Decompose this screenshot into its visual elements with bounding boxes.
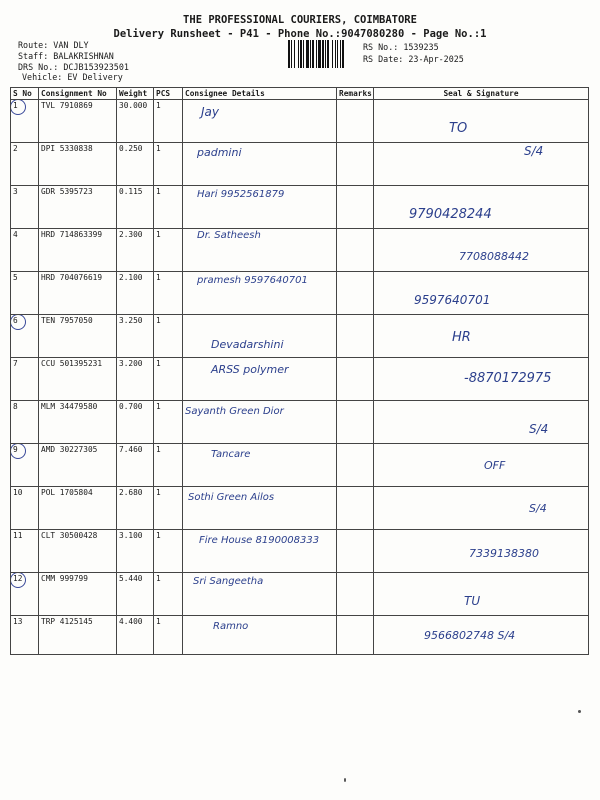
cell-pcs-value: 1 xyxy=(156,316,161,325)
cell-consignment xyxy=(39,487,117,530)
col-signature: Seal & Signature xyxy=(374,88,589,100)
cell-consignee xyxy=(183,229,337,272)
cell-consignment-value: DPI 5330838 xyxy=(41,144,93,153)
cell-pcs-value: 1 xyxy=(156,617,161,626)
cell-consignee xyxy=(183,100,337,143)
cell-sno xyxy=(11,573,39,616)
cell-consignment-value: CLT 30500428 xyxy=(41,531,98,540)
cell-sno-value: 6 xyxy=(13,316,18,325)
cell-sno-value: 13 xyxy=(13,617,23,626)
cell-consignment-value: HRD 714863399 xyxy=(41,230,103,239)
handwritten-consignee: ARSS polymer xyxy=(211,363,289,376)
cell-weight xyxy=(117,186,154,229)
cell-pcs xyxy=(154,573,183,616)
cell-consignment-value: MLM 34479580 xyxy=(41,402,98,411)
cell-pcs xyxy=(154,444,183,487)
handwritten-signature: OFF xyxy=(484,459,506,472)
cell-pcs xyxy=(154,143,183,186)
cell-weight-value: 0.700 xyxy=(119,402,143,411)
handwritten-consignee: Jay xyxy=(201,105,219,119)
cell-consignment-value: CCU 501395231 xyxy=(41,359,103,368)
handwritten-signature: 7339138380 xyxy=(469,547,539,560)
cell-pcs-value: 1 xyxy=(156,187,161,196)
cell-sno xyxy=(11,616,39,655)
cell-remarks xyxy=(337,616,374,655)
handwritten-consignee: Tancare xyxy=(211,449,251,460)
cell-remarks xyxy=(337,229,374,272)
table-row xyxy=(11,444,589,487)
cell-pcs xyxy=(154,315,183,358)
cell-consignment xyxy=(39,229,117,272)
cell-weight xyxy=(117,315,154,358)
cell-consignee xyxy=(183,401,337,444)
table-row xyxy=(11,100,589,143)
cell-weight-value: 4.400 xyxy=(119,617,143,626)
cell-signature xyxy=(374,487,589,530)
cell-sno-value: 10 xyxy=(13,488,23,497)
cell-weight-value: 3.250 xyxy=(119,316,143,325)
cell-weight xyxy=(117,272,154,315)
cell-pcs xyxy=(154,487,183,530)
handwritten-signature: 7708088442 xyxy=(459,250,529,263)
cell-weight xyxy=(117,143,154,186)
cell-weight-value: 7.460 xyxy=(119,445,143,454)
cell-consignment xyxy=(39,573,117,616)
table-row xyxy=(11,487,589,530)
cell-consignment xyxy=(39,616,117,655)
cell-weight xyxy=(117,530,154,573)
handwritten-signature: TO xyxy=(449,121,468,136)
cell-remarks xyxy=(337,143,374,186)
cell-consignee xyxy=(183,573,337,616)
table-row xyxy=(11,229,589,272)
cell-pcs-value: 1 xyxy=(156,359,161,368)
cell-consignment-value: TVL 7910869 xyxy=(41,101,93,110)
cell-signature xyxy=(374,186,589,229)
table-row xyxy=(11,401,589,444)
cell-remarks xyxy=(337,186,374,229)
table-row xyxy=(11,143,589,186)
cell-pcs xyxy=(154,100,183,143)
handwritten-signature: S/4 xyxy=(529,502,547,515)
cell-signature xyxy=(374,573,589,616)
cell-weight-value: 2.100 xyxy=(119,273,143,282)
cell-pcs-value: 1 xyxy=(156,445,161,454)
cell-pcs xyxy=(154,272,183,315)
cell-consignee xyxy=(183,143,337,186)
circle-mark xyxy=(11,100,27,116)
cell-weight xyxy=(117,100,154,143)
cell-sno xyxy=(11,444,39,487)
cell-consignment-value: GDR 5395723 xyxy=(41,187,93,196)
cell-weight xyxy=(117,444,154,487)
col-consignment: Consignment No xyxy=(39,88,117,100)
vehicle-label: Vehicle: EV Delivery xyxy=(22,72,123,82)
cell-remarks xyxy=(337,100,374,143)
scan-speck xyxy=(344,778,346,782)
cell-consignment xyxy=(39,358,117,401)
cell-consignment-value: CMM 999799 xyxy=(41,574,88,583)
cell-weight-value: 2.300 xyxy=(119,230,143,239)
handwritten-signature: 9597640701 xyxy=(414,293,491,307)
company-title: THE PROFESSIONAL COURIERS, COIMBATORE xyxy=(183,14,417,26)
handwritten-consignee: Sayanth Green Dior xyxy=(185,406,284,417)
circle-mark xyxy=(11,315,27,331)
handwritten-consignee: padmini xyxy=(197,146,242,159)
cell-pcs xyxy=(154,530,183,573)
cell-sno-value: 3 xyxy=(13,187,18,196)
cell-consignee xyxy=(183,272,337,315)
cell-sno-value: 12 xyxy=(13,574,22,583)
cell-pcs xyxy=(154,401,183,444)
cell-signature xyxy=(374,358,589,401)
cell-weight-value: 30.000 xyxy=(119,101,148,110)
cell-signature xyxy=(374,272,589,315)
cell-weight xyxy=(117,229,154,272)
runsheet-subtitle: Delivery Runsheet - P41 - Phone No.:9047080280 - Page No.:1 xyxy=(113,28,487,40)
cell-sno-value: 5 xyxy=(13,273,18,282)
cell-remarks xyxy=(337,358,374,401)
cell-consignee xyxy=(183,487,337,530)
cell-weight xyxy=(117,401,154,444)
cell-sno-value: 11 xyxy=(13,531,23,540)
barcode xyxy=(288,40,356,68)
handwritten-signature: HR xyxy=(452,330,471,345)
col-consignee: Consignee Details xyxy=(183,88,337,100)
cell-consignee xyxy=(183,444,337,487)
cell-consignment-value: POL 1705804 xyxy=(41,488,93,497)
cell-signature xyxy=(374,229,589,272)
cell-consignment-value: TEN 7957050 xyxy=(41,316,93,325)
staff-label: Staff: BALAKRISHNAN xyxy=(18,51,114,61)
cell-consignment-value: AMD 30227305 xyxy=(41,445,98,454)
cell-pcs xyxy=(154,229,183,272)
cell-consignment xyxy=(39,530,117,573)
cell-signature xyxy=(374,143,589,186)
table-row xyxy=(11,358,589,401)
handwritten-signature: S/4 xyxy=(529,422,549,436)
handwritten-consignee: Devadarshini xyxy=(211,338,284,351)
rs-date: RS Date: 23-Apr-2025 xyxy=(363,54,464,64)
route-label: Route: VAN DLY xyxy=(18,40,89,50)
cell-sno xyxy=(11,358,39,401)
cell-weight xyxy=(117,358,154,401)
cell-weight-value: 0.115 xyxy=(119,187,143,196)
circle-mark xyxy=(11,444,27,460)
cell-pcs-value: 1 xyxy=(156,402,161,411)
cell-consignee xyxy=(183,315,337,358)
cell-pcs-value: 1 xyxy=(156,488,161,497)
cell-consignment xyxy=(39,401,117,444)
cell-consignment xyxy=(39,315,117,358)
handwritten-signature: S/4 xyxy=(524,144,544,158)
table-row xyxy=(11,616,589,655)
cell-weight-value: 3.100 xyxy=(119,531,143,540)
handwritten-signature: 9566802748 S/4 xyxy=(424,629,516,642)
cell-pcs xyxy=(154,358,183,401)
runsheet-table xyxy=(10,87,589,655)
rs-number: RS No.: 1539235 xyxy=(363,42,439,52)
cell-weight-value: 5.440 xyxy=(119,574,143,583)
handwritten-consignee: pramesh 9597640701 xyxy=(197,275,308,286)
cell-pcs xyxy=(154,616,183,655)
cell-consignee xyxy=(183,616,337,655)
handwritten-consignee: Dr. Satheesh xyxy=(197,230,261,241)
cell-pcs xyxy=(154,186,183,229)
cell-consignment xyxy=(39,444,117,487)
circle-mark xyxy=(11,573,27,589)
handwritten-consignee: Sri Sangeetha xyxy=(193,576,264,587)
drs-number: DRS No.: DCJB153923501 xyxy=(18,62,129,72)
col-remarks: Remarks xyxy=(337,88,374,100)
cell-sno xyxy=(11,100,39,143)
handwritten-consignee: Hari 9952561879 xyxy=(197,189,285,200)
cell-signature xyxy=(374,401,589,444)
cell-signature xyxy=(374,315,589,358)
table-row xyxy=(11,186,589,229)
cell-remarks xyxy=(337,401,374,444)
cell-weight-value: 0.250 xyxy=(119,144,143,153)
cell-sno xyxy=(11,401,39,444)
cell-sno xyxy=(11,143,39,186)
col-pcs: PCS xyxy=(154,88,183,100)
cell-consignment xyxy=(39,272,117,315)
cell-sno-value: 7 xyxy=(13,359,18,368)
cell-sno-value: 4 xyxy=(13,230,18,239)
cell-weight xyxy=(117,616,154,655)
table-row xyxy=(11,315,589,358)
cell-remarks xyxy=(337,315,374,358)
cell-sno xyxy=(11,487,39,530)
cell-consignment-value: TRP 4125145 xyxy=(41,617,93,626)
cell-sno xyxy=(11,315,39,358)
cell-sno-value: 9 xyxy=(13,445,18,454)
cell-signature xyxy=(374,100,589,143)
cell-sno xyxy=(11,229,39,272)
cell-sno-value: 2 xyxy=(13,144,18,153)
cell-weight-value: 3.200 xyxy=(119,359,143,368)
table-row xyxy=(11,573,589,616)
cell-remarks xyxy=(337,444,374,487)
cell-consignee xyxy=(183,186,337,229)
cell-remarks xyxy=(337,487,374,530)
cell-pcs-value: 1 xyxy=(156,101,161,110)
cell-signature xyxy=(374,444,589,487)
cell-pcs-value: 1 xyxy=(156,574,161,583)
cell-consignee xyxy=(183,358,337,401)
table-row xyxy=(11,272,589,315)
handwritten-signature: TU xyxy=(464,594,481,608)
cell-sno xyxy=(11,530,39,573)
cell-consignment xyxy=(39,186,117,229)
col-sno: S No xyxy=(11,88,39,100)
cell-signature xyxy=(374,530,589,573)
cell-sno xyxy=(11,272,39,315)
handwritten-signature: -8870172975 xyxy=(464,371,552,386)
cell-pcs-value: 1 xyxy=(156,273,161,282)
handwritten-consignee: Sothi Green Ailos xyxy=(188,492,275,503)
table-row xyxy=(11,530,589,573)
cell-pcs-value: 1 xyxy=(156,531,161,540)
handwritten-consignee: Ramno xyxy=(213,621,249,632)
cell-weight xyxy=(117,573,154,616)
cell-sno-value: 8 xyxy=(13,402,18,411)
cell-pcs-value: 1 xyxy=(156,230,161,239)
cell-consignment xyxy=(39,100,117,143)
cell-weight-value: 2.680 xyxy=(119,488,143,497)
cell-consignee xyxy=(183,530,337,573)
handwritten-consignee: Fire House 8190008333 xyxy=(199,535,320,546)
cell-consignment xyxy=(39,143,117,186)
cell-pcs-value: 1 xyxy=(156,144,161,153)
cell-remarks xyxy=(337,573,374,616)
cell-remarks xyxy=(337,272,374,315)
cell-signature xyxy=(374,616,589,655)
col-weight: Weight xyxy=(117,88,154,100)
cell-consignment-value: HRD 704076619 xyxy=(41,273,103,282)
handwritten-signature: 9790428244 xyxy=(409,207,492,222)
cell-weight xyxy=(117,487,154,530)
table-header-row xyxy=(11,88,589,100)
scan-speck xyxy=(578,710,581,713)
cell-sno-value: 1 xyxy=(13,101,18,110)
cell-remarks xyxy=(337,530,374,573)
cell-sno xyxy=(11,186,39,229)
